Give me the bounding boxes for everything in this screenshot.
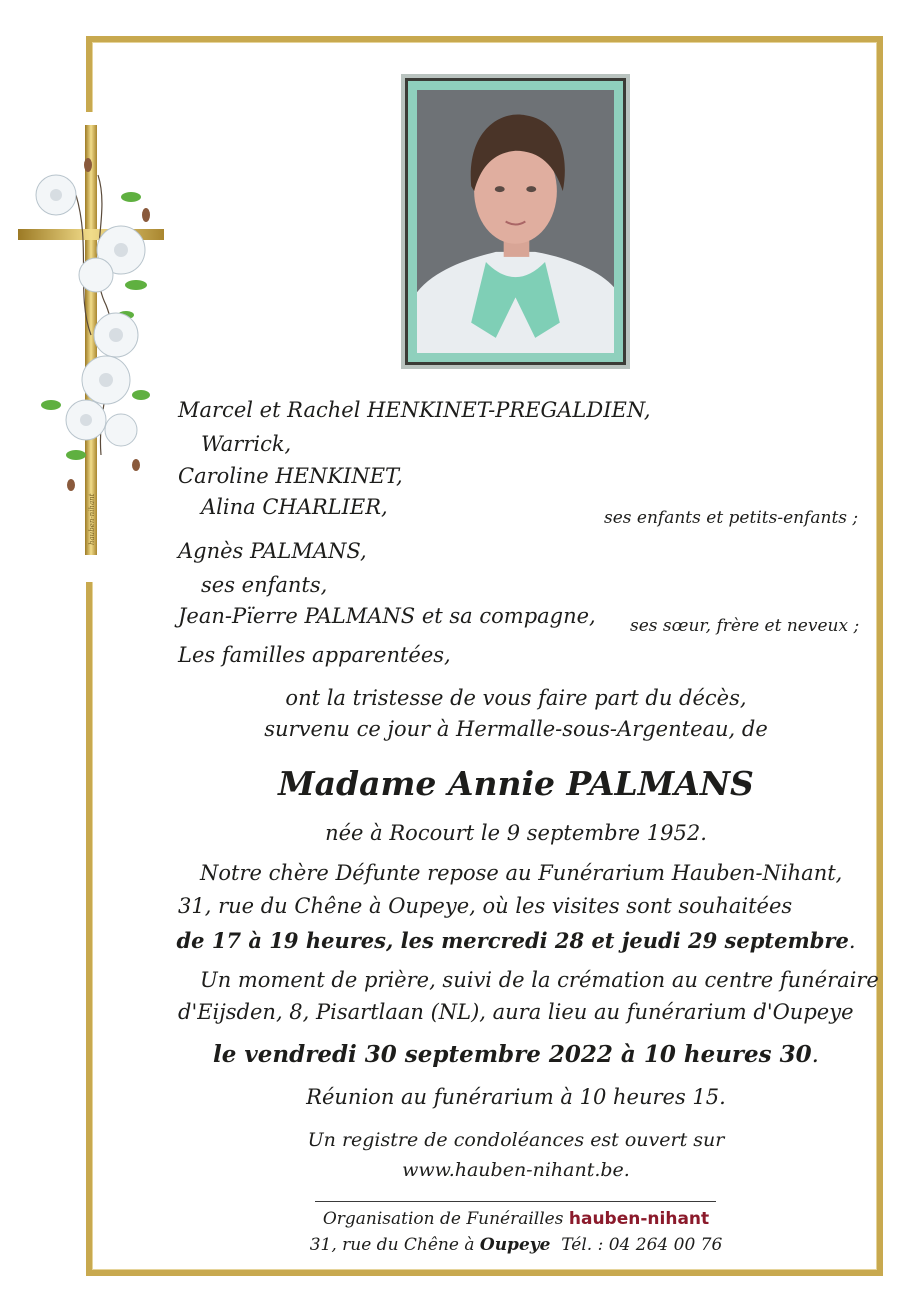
footer-phone: Tél. : 04 264 00 76 (561, 1235, 723, 1255)
cross-credit: hauben-nihant (88, 493, 96, 545)
family-line-2: Warrick, (201, 432, 292, 456)
family-line-7: Jean-Pïerre PALMANS et sa compagne, (178, 604, 596, 628)
visitation-hours-period: . (848, 929, 856, 953)
announcement-line-2: survenu ce jour à Hermalle-sous-Argenteau, de (264, 717, 768, 741)
family-line-1: Marcel et Rachel HENKINET-PREGALDIEN, (178, 398, 651, 422)
cross-with-flowers-icon (16, 125, 166, 565)
footer-addr-prefix: 31, rue du Chêne à (309, 1235, 475, 1255)
visitation-line-1: Notre chère Défunte repose au Funérarium Hauben-Nihant, (200, 861, 843, 885)
footer-addr-city: Oupeye (479, 1235, 551, 1255)
footer-divider (315, 1201, 716, 1202)
registry-line-1: Un registre de condoléances est ouvert sur (307, 1129, 725, 1151)
footer-org-prefix: Organisation de Funérailles (322, 1209, 564, 1229)
ceremony-meeting: Réunion au funérarium à 10 heures 15. (306, 1085, 726, 1109)
visitation-hours-text: de 17 à 19 heures, les mercredi 28 et jeudi 29 septembre (176, 928, 849, 953)
brand-logo: hauben-nihant (568, 1209, 710, 1229)
portrait-photo (417, 90, 614, 353)
announcement-line-1: ont la tristesse de vous faire part du décès, (285, 686, 747, 710)
family-line-6: ses enfants, (201, 573, 328, 597)
visitation-line-2: 31, rue du Chêne à Oupeye, où les visites sont souhaitées (178, 894, 793, 918)
family-line-5: Agnès PALMANS, (178, 539, 367, 563)
footer-address (0, 1237, 918, 1254)
visitation-hours (0, 930, 918, 952)
family-line-3: Caroline HENKINET, (178, 464, 403, 488)
ceremony-line-2: d'Eijsden, 8, Pisartlaan (NL), aura lieu au funérarium d'Oupeye (178, 1000, 854, 1024)
deceased-birth: née à Rocourt le 9 septembre 1952. (325, 821, 707, 845)
portrait-mat (405, 78, 626, 365)
family-line-8: Les familles apparentées, (178, 643, 451, 667)
family-line-4: Alina CHARLIER, (201, 495, 388, 519)
family-note-siblings: ses sœur, frère et neveux ; (630, 616, 860, 636)
footer-organisation (0, 1211, 918, 1228)
portrait-frame (401, 74, 630, 369)
ceremony-line-1: Un moment de prière, suivi de la crémation au centre funéraire (200, 968, 879, 992)
registry-url[interactable]: www.hauben-nihant.be. (402, 1159, 630, 1181)
ceremony-date-period: . (811, 1042, 819, 1068)
ceremony-date-text: le vendredi 30 septembre 2022 à 10 heures 30 (213, 1041, 812, 1068)
deceased-name: Madame Annie PALMANS (278, 764, 754, 803)
ceremony-date (0, 1043, 918, 1067)
family-note-children: ses enfants et petits-enfants ; (604, 508, 859, 528)
